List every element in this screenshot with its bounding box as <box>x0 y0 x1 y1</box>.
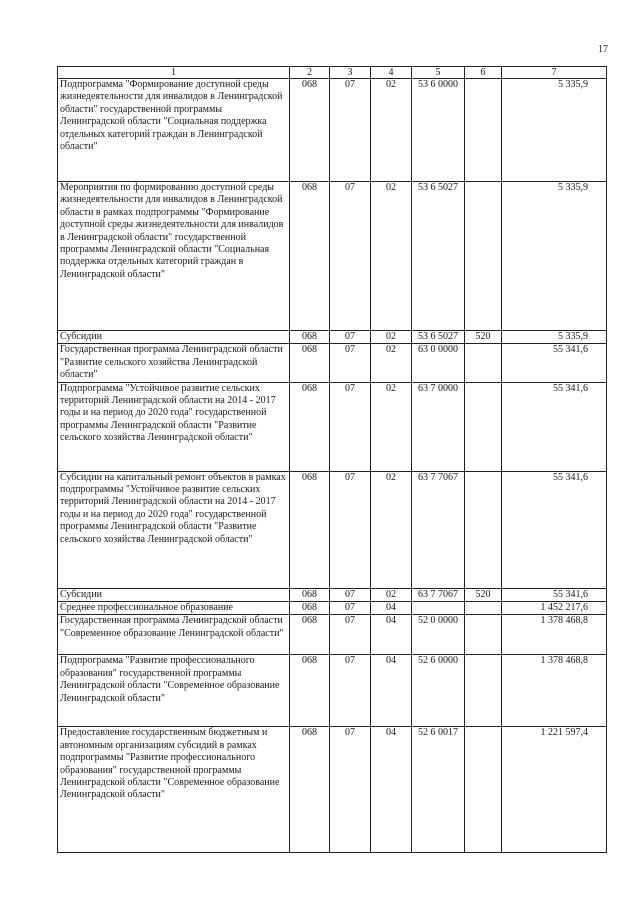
cell-expense-type <box>465 655 502 727</box>
cell-section: 07 <box>330 331 371 344</box>
row-name: Подпрограмма "Развитие профессионального образования" государственной программы Ленинградской области "Современное образование Ленинградской области" <box>58 655 290 727</box>
cell-expense-type <box>465 182 502 331</box>
cell-subsection: 02 <box>371 79 412 182</box>
cell-expense-type <box>465 344 502 382</box>
cell-subsection: 02 <box>371 588 412 601</box>
row-name: Подпрограмма "Формирование доступной среды жизнедеятельности для инвалидов в Ленинградской области" государственной программы Ленинградской области "Социальная поддержка отдельных категорий граждан в Ленинградской области" <box>58 79 290 182</box>
cell-target-item: 63 7 0000 <box>412 382 465 471</box>
row-name: Государственная программа Ленинградской области "Развитие сельского хозяйства Ленинградской области" <box>58 344 290 382</box>
cell-section: 07 <box>330 602 371 615</box>
table-row <box>58 727 607 853</box>
cell-amount: 1 452 217,6 <box>502 602 607 615</box>
cell-amount: 1 221 597,4 <box>502 727 607 853</box>
header-row <box>58 67 607 79</box>
cell-target-item: 52 6 0000 <box>412 655 465 727</box>
cell-section: 07 <box>330 344 371 382</box>
table-row <box>58 79 607 182</box>
row-name: Предоставление государственным бюджетным и автономным организациям субсидий в рамках подпрограммы "Развитие профессионального образования" государственной программы Ленинградской области "Современное образование Ленинградской области" <box>58 727 290 853</box>
cell-expense-type <box>465 727 502 853</box>
header-col-3: 3 <box>330 67 371 79</box>
cell-amount: 55 341,6 <box>502 344 607 382</box>
cell-target-item: 63 0 0000 <box>412 344 465 382</box>
cell-amount: 55 341,6 <box>502 588 607 601</box>
cell-ministry: 068 <box>290 727 330 853</box>
cell-subsection: 02 <box>371 382 412 471</box>
cell-amount: 55 341,6 <box>502 471 607 588</box>
header-col-4: 4 <box>371 67 412 79</box>
table-row <box>58 602 607 615</box>
cell-expense-type <box>465 615 502 655</box>
cell-target-item <box>412 602 465 615</box>
cell-expense-type <box>465 471 502 588</box>
header-col-1: 1 <box>58 67 290 79</box>
cell-subsection: 02 <box>371 331 412 344</box>
cell-ministry: 068 <box>290 182 330 331</box>
row-name: Субсидии <box>58 331 290 344</box>
cell-ministry: 068 <box>290 344 330 382</box>
cell-ministry: 068 <box>290 471 330 588</box>
cell-subsection: 04 <box>371 655 412 727</box>
cell-expense-type <box>465 79 502 182</box>
cell-target-item: 63 7 7067 <box>412 471 465 588</box>
cell-expense-type: 520 <box>465 588 502 601</box>
table-row <box>58 471 607 588</box>
header-col-5: 5 <box>412 67 465 79</box>
cell-expense-type <box>465 602 502 615</box>
cell-ministry: 068 <box>290 588 330 601</box>
cell-target-item: 53 6 5027 <box>412 331 465 344</box>
cell-section: 07 <box>330 79 371 182</box>
cell-target-item: 52 6 0017 <box>412 727 465 853</box>
header-col-2: 2 <box>290 67 330 79</box>
cell-ministry: 068 <box>290 79 330 182</box>
table-row <box>58 182 607 331</box>
cell-expense-type: 520 <box>465 331 502 344</box>
budget-table <box>57 66 607 853</box>
cell-ministry: 068 <box>290 602 330 615</box>
cell-section: 07 <box>330 382 371 471</box>
table-row <box>58 588 607 601</box>
row-name: Государственная программа Ленинградской области "Современное образование Ленинградской области" <box>58 615 290 655</box>
cell-section: 07 <box>330 182 371 331</box>
table-row <box>58 615 607 655</box>
cell-target-item: 52 0 0000 <box>412 615 465 655</box>
cell-section: 07 <box>330 471 371 588</box>
cell-amount: 5 335,9 <box>502 331 607 344</box>
cell-subsection: 02 <box>371 471 412 588</box>
table-row <box>58 344 607 382</box>
cell-amount: 55 341,6 <box>502 382 607 471</box>
cell-section: 07 <box>330 615 371 655</box>
cell-section: 07 <box>330 655 371 727</box>
row-name: Мероприятия по формированию доступной среды жизнедеятельности для инвалидов в Ленинградской области в рамках подпрограммы "Формирование доступной среды жизнедеятельности для инвалидов в Ленинградской области" государственной программы Ленинградской области "Социальная поддержка отдельных категорий граждан в Ленинградской области" <box>58 182 290 331</box>
table-row <box>58 382 607 471</box>
cell-ministry: 068 <box>290 331 330 344</box>
row-name: Субсидии <box>58 588 290 601</box>
cell-target-item: 53 6 0000 <box>412 79 465 182</box>
cell-ministry: 068 <box>290 382 330 471</box>
cell-amount: 1 378 468,8 <box>502 615 607 655</box>
cell-subsection: 04 <box>371 615 412 655</box>
header-col-6: 6 <box>465 67 502 79</box>
cell-expense-type <box>465 382 502 471</box>
row-name: Среднее профессиональное образование <box>58 602 290 615</box>
table-row <box>58 655 607 727</box>
cell-subsection: 02 <box>371 182 412 331</box>
cell-target-item: 63 7 7067 <box>412 588 465 601</box>
cell-section: 07 <box>330 727 371 853</box>
header-col-7: 7 <box>502 67 607 79</box>
cell-section: 07 <box>330 588 371 601</box>
row-name: Подпрограмма "Устойчивое развитие сельских территорий Ленинградской области на 2014 - 2017 годы и на период до 2020 года" государственной программы Ленинградской области "Развитие сельского хозяйства Ленинградской области" <box>58 382 290 471</box>
cell-subsection: 02 <box>371 344 412 382</box>
cell-ministry: 068 <box>290 615 330 655</box>
cell-amount: 5 335,9 <box>502 79 607 182</box>
cell-target-item: 53 6 5027 <box>412 182 465 331</box>
row-name: Субсидии на капитальный ремонт объектов в рамках подпрограммы "Устойчивое развитие сельских территорий Ленинградской области на 2014 - 2017 годы и на период до 2020 года" государственной программы Ленинградской области "Развитие сельского хозяйства Ленинградской области" <box>58 471 290 588</box>
cell-subsection: 04 <box>371 727 412 853</box>
cell-amount: 1 378 468,8 <box>502 655 607 727</box>
cell-amount: 5 335,9 <box>502 182 607 331</box>
cell-subsection: 04 <box>371 602 412 615</box>
page-number: 17 <box>598 44 608 55</box>
cell-ministry: 068 <box>290 655 330 727</box>
table-row <box>58 331 607 344</box>
